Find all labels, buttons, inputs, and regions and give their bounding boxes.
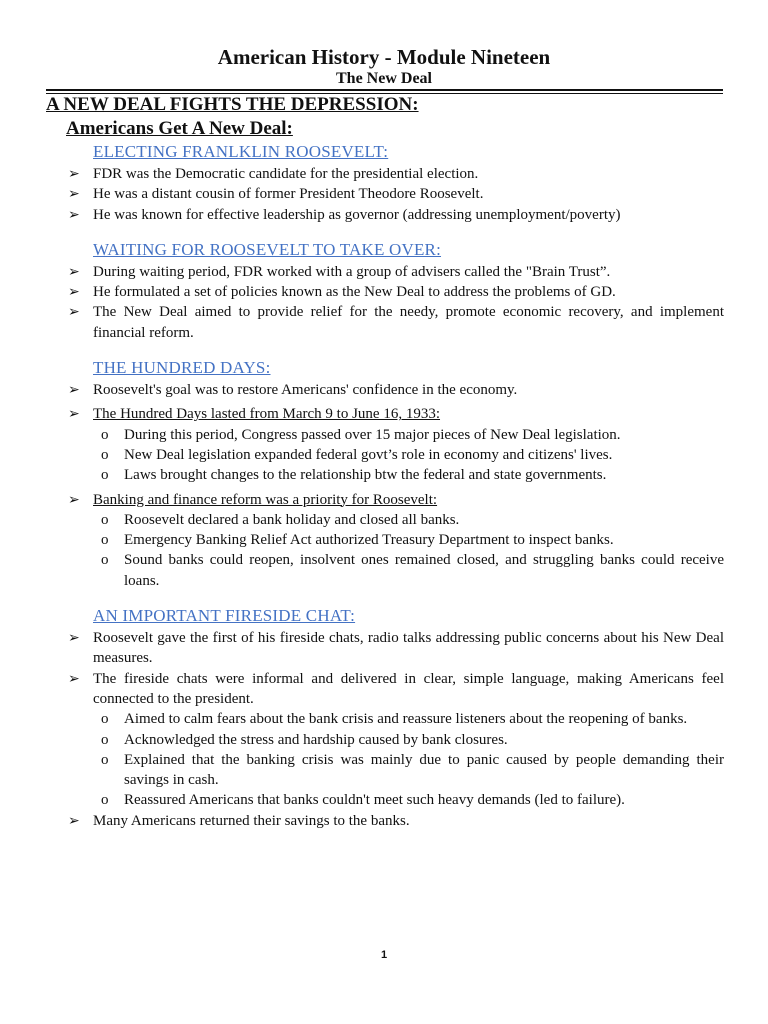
bullet-item [46,404,724,485]
section-waiting-for-roosevelt [46,239,724,343]
sub-item-text: Emergency Banking Relief Act authorized Treasury Department to inspect banks. [124,532,614,549]
arrow-bullet-icon: ➢ [68,186,80,203]
circle-bullet-icon: o [101,751,109,768]
subsection-heading: WAITING FOR ROOSEVELT TO TAKE OVER: [93,239,442,259]
arrow-bullet-icon: ➢ [68,206,80,223]
bullet-item [46,205,724,225]
bullet-list [46,164,724,225]
bullet-list [46,262,724,343]
sub-item [46,730,724,750]
sub-item [46,465,724,485]
arrow-bullet-icon: ➢ [68,491,80,508]
subsection-heading: THE HUNDRED DAYS: [93,358,271,378]
sub-list [93,510,724,591]
bullet-text: He was known for effective leadership as governor (addressing unemployment/poverty) [93,206,621,223]
bullet-text: Roosevelt gave the first of his fireside chats, radio talks addressing public concerns about his New Deal measures. [93,630,724,667]
bullet-text: He was a distant cousin of former President Theodore Roosevelt. [93,186,484,203]
sub-item-text: During this period, Congress passed over 15 major pieces of New Deal legislation. [124,426,621,443]
sub-item [46,550,724,591]
bullet-item [46,302,724,343]
sub-item-text: Roosevelt declared a bank holiday and closed all banks. [124,511,460,528]
page-number: 1 [380,949,388,961]
sub-item [46,709,724,729]
bullet-text: The New Deal aimed to provide relief for the needy, promote economic recovery, and implement financial reform. [93,304,724,341]
arrow-bullet-icon: ➢ [68,166,80,182]
sub-item-text: Sound banks could reopen, insolvent ones remained closed, and struggling banks could receive loans. [124,552,724,589]
arrow-bullet-icon: ➢ [68,406,80,423]
circle-bullet-icon: o [101,532,109,549]
arrow-bullet-icon: ➢ [68,812,80,829]
bullet-item [46,380,724,400]
bullet-text: He formulated a set of policies known as the New Deal to address the problems of GD. [93,284,616,301]
sub-item-text: Acknowledged the stress and hardship caused by bank closures. [124,731,508,748]
bullet-list [46,628,724,831]
subsection-heading: AN IMPORTANT FIRESIDE CHAT: [93,606,356,626]
arrow-bullet-icon: ➢ [68,382,80,399]
circle-bullet-icon: o [101,552,109,569]
circle-bullet-icon: o [101,467,109,484]
arrow-bullet-icon: ➢ [68,304,80,321]
section-fireside-chat [46,605,724,831]
bullet-text: Many Americans returned their savings to the banks. [93,812,410,829]
sub-item-text: Laws brought changes to the relationship btw the federal and state governments. [124,467,607,484]
bullet-text: Banking and finance reform was a priority for Roosevelt: [93,491,438,508]
document-subtitle: The New Deal [336,70,432,87]
document-body [46,93,724,831]
bullet-text: Roosevelt's goal was to restore Americans' confidence in the economy. [93,382,518,399]
sub-item-text: Explained that the banking crisis was mainly due to panic caused by people demanding their savings in cash. [124,751,724,789]
sub-item [46,790,724,810]
bullet-item [46,490,724,591]
section-hundred-days [46,357,724,591]
sub-item [46,530,724,550]
bullet-text: During waiting period, FDR worked with a group of advisers called the "Brain Trust”. [93,263,611,280]
bullet-text: The fireside chats were informal and delivered in clear, simple language, making Americans feel connected to the president. [93,670,724,707]
bullet-item [46,811,724,831]
sub-item [46,445,724,465]
bullet-item [46,164,724,184]
sub-item-text: Aimed to calm fears about the bank crisis and reassure listeners about the reopening of banks. [124,711,688,728]
circle-bullet-icon: o [101,792,109,809]
sub-item-text: New Deal legislation expanded federal govt’s role in economy and citizens' lives. [124,446,613,463]
circle-bullet-icon: o [101,446,109,463]
bullet-item [46,669,724,811]
sub-list [93,709,724,810]
sub-list [93,425,724,486]
arrow-bullet-icon: ➢ [68,263,80,280]
bullet-item [46,184,724,204]
arrow-bullet-icon: ➢ [68,630,80,647]
section-heading: Americans Get A New Deal: [66,118,293,139]
sub-item [46,425,724,445]
bullet-item [46,282,724,302]
arrow-bullet-icon: ➢ [68,284,80,301]
sub-item-text: Reassured Americans that banks couldn't meet such heavy demands (led to failure). [124,792,625,809]
bullet-item [46,262,724,282]
arrow-bullet-icon: ➢ [68,670,80,687]
subsection-heading: ELECTING FRANLKLIN ROOSEVELT: [93,142,389,161]
document-title: American History - Module Nineteen [217,45,551,69]
circle-bullet-icon: o [101,711,109,728]
sub-item [46,510,724,530]
circle-bullet-icon: o [101,731,109,748]
bullet-text: The Hundred Days lasted from March 9 to June 16, 1933: [93,406,441,423]
header-rule-thick [46,89,723,91]
bullet-item [46,628,724,669]
sub-item [46,750,724,791]
chapter-heading: A NEW DEAL FIGHTS THE DEPRESSION: [46,94,419,115]
circle-bullet-icon: o [101,426,109,443]
circle-bullet-icon: o [101,511,109,528]
bullet-text: FDR was the Democratic candidate for the presidential election. [93,166,479,182]
section-electing-roosevelt [46,141,724,225]
bullet-list [46,380,724,591]
